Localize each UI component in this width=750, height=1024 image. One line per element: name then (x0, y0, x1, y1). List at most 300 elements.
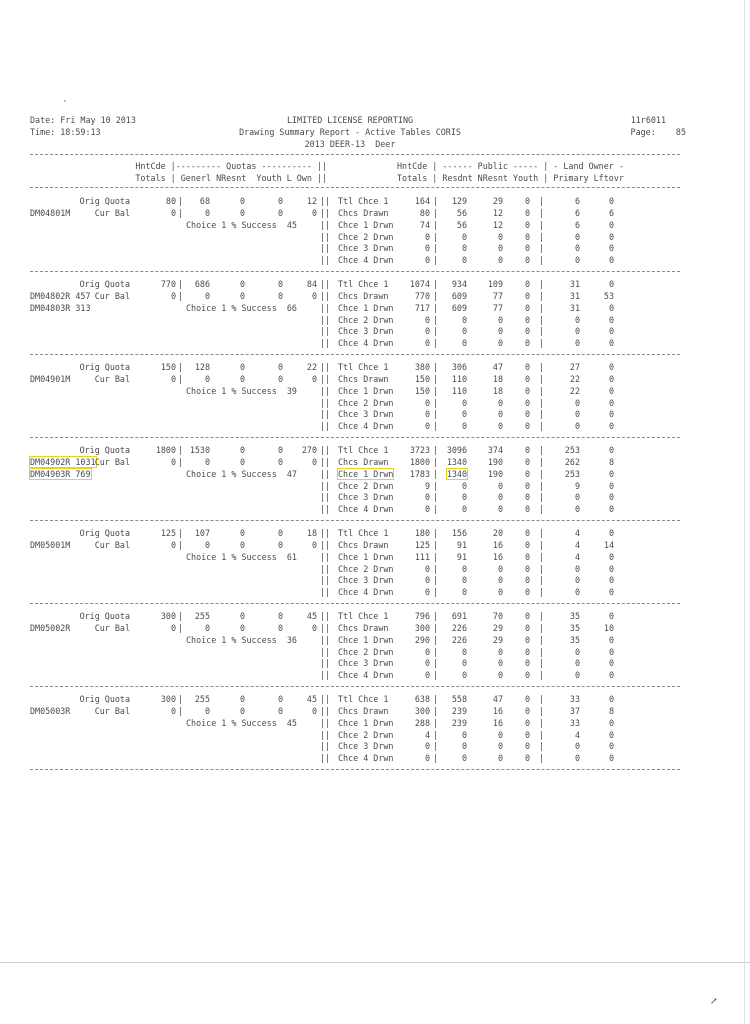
table-cell: 74 (419, 220, 430, 230)
cur-bal-value: 0 (170, 208, 176, 218)
table-cell: 0 (608, 730, 614, 740)
table-cell: 0 (497, 421, 503, 431)
separator: | (433, 623, 439, 633)
table-cell: 0 (461, 753, 467, 763)
separator: || (320, 504, 331, 514)
report-subtitle: Drawing Summary Report - Active Tables CORIS (239, 127, 461, 137)
column-header-left-1: HntCde |--------- Quotas ---------- || (135, 161, 327, 171)
table-cell: 180 (414, 528, 430, 538)
divider (30, 437, 680, 438)
separator: | (539, 338, 545, 348)
table-cell: 10 (603, 623, 614, 633)
table-cell: 0 (608, 504, 614, 514)
separator: | (539, 587, 545, 597)
table-cell: 0 (424, 338, 430, 348)
table-cell: 29 (492, 196, 503, 206)
table-cell: 29 (492, 635, 503, 645)
table-cell: 0 (461, 421, 467, 431)
orig-quota-label: Orig Quota (79, 528, 130, 538)
cur-bal-value: 0 (311, 457, 317, 467)
separator: | (433, 374, 439, 384)
hunt-code: DM04902R 1031 (30, 457, 96, 467)
table-cell: 0 (461, 504, 467, 514)
table-cell: 0 (424, 504, 430, 514)
choice-success-value: 45 (286, 718, 297, 728)
table-cell: 0 (524, 291, 530, 301)
row-label: Chcs Drawn (338, 291, 389, 301)
orig-quota-value: 300 (160, 611, 176, 621)
cur-bal-value: 0 (311, 623, 317, 633)
table-cell: 0 (497, 398, 503, 408)
table-cell: 0 (574, 504, 580, 514)
separator: || (320, 540, 331, 550)
table-cell: 0 (524, 232, 530, 242)
report-species: 2013 DEER-13 Deer (304, 139, 396, 149)
table-cell: 16 (492, 718, 503, 728)
table-cell: 253 (564, 469, 580, 479)
orig-quota-value: 270 (301, 445, 317, 455)
hunt-code: DM04802R 457 (30, 291, 91, 301)
table-cell: 29 (492, 623, 503, 633)
table-cell: 0 (497, 409, 503, 419)
orig-quota-value: 125 (160, 528, 176, 538)
table-cell: 0 (574, 255, 580, 265)
separator: | (433, 255, 439, 265)
separator: || (320, 326, 331, 336)
separator: | (433, 386, 439, 396)
table-cell: 0 (497, 338, 503, 348)
hunt-code: DM05001M (30, 540, 71, 550)
table-cell: 164 (414, 196, 430, 206)
row-label: Chce 2 Drwn (338, 564, 394, 574)
separator: | (539, 741, 545, 751)
separator: || (320, 374, 331, 384)
table-cell: 0 (574, 326, 580, 336)
table-cell: 190 (487, 469, 503, 479)
table-cell: 0 (574, 670, 580, 680)
table-cell: 0 (461, 575, 467, 585)
report-date: Date: Fri May 10 2013 (30, 115, 136, 125)
table-cell: 306 (451, 362, 467, 372)
separator: | (433, 564, 439, 574)
table-cell: 0 (524, 469, 530, 479)
table-cell: 0 (497, 492, 503, 502)
separator: | (178, 540, 184, 550)
separator: | (539, 564, 545, 574)
table-cell: 0 (524, 326, 530, 336)
choice-success-label: Choice 1 % Success (186, 718, 277, 728)
table-cell: 0 (424, 326, 430, 336)
separator: || (320, 303, 331, 313)
separator: | (539, 730, 545, 740)
separator: | (433, 398, 439, 408)
table-cell: 0 (524, 421, 530, 431)
table-cell: 1340 (446, 469, 467, 479)
table-cell: 0 (524, 670, 530, 680)
table-cell: 0 (424, 753, 430, 763)
table-cell: 190 (487, 457, 503, 467)
separator: | (539, 279, 545, 289)
table-cell: 300 (414, 706, 430, 716)
cur-bal-value: 0 (239, 540, 245, 550)
table-cell: 0 (461, 670, 467, 680)
cur-bal-value: 0 (277, 374, 283, 384)
orig-quota-value: 150 (160, 362, 176, 372)
table-cell: 609 (451, 303, 467, 313)
table-cell: 47 (492, 362, 503, 372)
table-cell: 262 (564, 457, 580, 467)
table-cell: 0 (524, 303, 530, 313)
divider (30, 187, 680, 188)
separator: | (433, 421, 439, 431)
separator: | (539, 457, 545, 467)
orig-quota-label: Orig Quota (79, 279, 130, 289)
cur-bal-value: 0 (239, 374, 245, 384)
divider (30, 686, 680, 687)
cur-bal-value: 0 (277, 623, 283, 633)
table-cell: 253 (564, 445, 580, 455)
choice-success-value: 47 (286, 469, 297, 479)
cur-bal-value: 0 (204, 540, 210, 550)
separator: | (539, 326, 545, 336)
cur-bal-value: 0 (277, 457, 283, 467)
table-cell: 0 (424, 398, 430, 408)
table-cell: 0 (461, 315, 467, 325)
divider (30, 520, 680, 521)
row-label: Chce 4 Drwn (338, 255, 394, 265)
table-cell: 77 (492, 303, 503, 313)
separator: | (539, 469, 545, 479)
row-label: Ttl Chce 1 (338, 694, 389, 704)
choice-success-label: Choice 1 % Success (186, 303, 277, 313)
orig-quota-value: 0 (239, 279, 245, 289)
separator: | (539, 504, 545, 514)
separator: | (433, 647, 439, 657)
choice-success-value: 36 (286, 635, 297, 645)
table-cell: 0 (608, 481, 614, 491)
table-cell: 0 (608, 338, 614, 348)
separator: | (433, 243, 439, 253)
table-cell: 380 (414, 362, 430, 372)
table-cell: 6 (574, 208, 580, 218)
pen-mark: ↗ (710, 997, 718, 1007)
row-label: Chce 2 Drwn (338, 398, 394, 408)
separator: | (433, 670, 439, 680)
table-cell: 0 (574, 421, 580, 431)
table-cell: 0 (461, 398, 467, 408)
table-cell: 150 (414, 386, 430, 396)
table-cell: 4 (574, 730, 580, 740)
table-cell: 3723 (409, 445, 430, 455)
table-cell: 0 (574, 492, 580, 502)
separator: || (320, 635, 331, 645)
table-cell: 0 (424, 658, 430, 668)
separator: || (320, 409, 331, 419)
row-label: Chce 3 Drwn (338, 741, 394, 751)
row-label: Chce 3 Drwn (338, 492, 394, 502)
table-cell: 0 (461, 232, 467, 242)
row-label: Chce 1 Drwn (338, 386, 394, 396)
table-cell: 609 (451, 291, 467, 301)
table-cell: 125 (414, 540, 430, 550)
divider (30, 271, 680, 272)
separator: | (539, 315, 545, 325)
table-cell: 0 (497, 587, 503, 597)
separator: | (539, 409, 545, 419)
table-cell: 0 (608, 694, 614, 704)
table-cell: 0 (524, 457, 530, 467)
separator: | (539, 658, 545, 668)
row-label: Chce 3 Drwn (338, 243, 394, 253)
table-cell: 0 (608, 528, 614, 538)
separator: | (539, 398, 545, 408)
table-cell: 0 (497, 658, 503, 668)
table-cell: 0 (497, 255, 503, 265)
separator: | (433, 575, 439, 585)
table-cell: 0 (524, 338, 530, 348)
separator: | (178, 208, 184, 218)
separator: || (320, 469, 331, 479)
orig-quota-value: 107 (194, 528, 210, 538)
table-cell: 1074 (409, 279, 430, 289)
table-cell: 0 (608, 635, 614, 645)
table-cell: 0 (608, 670, 614, 680)
separator: | (433, 706, 439, 716)
separator: | (433, 528, 439, 538)
table-cell: 0 (574, 587, 580, 597)
cur-bal-value: 0 (239, 208, 245, 218)
separator: | (433, 741, 439, 751)
cur-bal-value: 0 (311, 374, 317, 384)
table-cell: 80 (419, 208, 430, 218)
orig-quota-value: 0 (277, 362, 283, 372)
orig-quota-value: 255 (194, 611, 210, 621)
table-cell: 934 (451, 279, 467, 289)
orig-quota-value: 0 (277, 279, 283, 289)
column-header-left-2: Totals | Generl NResnt Youth L Own || (135, 173, 327, 183)
table-cell: 16 (492, 552, 503, 562)
table-cell: 0 (524, 279, 530, 289)
table-cell: 0 (524, 611, 530, 621)
separator: | (539, 232, 545, 242)
table-cell: 0 (608, 741, 614, 751)
row-label: Ttl Chce 1 (338, 611, 389, 621)
orig-quota-value: 0 (239, 196, 245, 206)
cur-bal-value: 0 (311, 291, 317, 301)
table-cell: 0 (524, 208, 530, 218)
separator: || (320, 658, 331, 668)
table-cell: 0 (524, 315, 530, 325)
choice-success-label: Choice 1 % Success (186, 220, 277, 230)
separator: | (539, 670, 545, 680)
row-label: Chce 3 Drwn (338, 575, 394, 585)
cur-bal-value: 0 (204, 291, 210, 301)
table-cell: 0 (608, 445, 614, 455)
separator: | (433, 232, 439, 242)
table-cell: 20 (492, 528, 503, 538)
orig-quota-value: 80 (165, 196, 176, 206)
table-cell: 14 (603, 540, 614, 550)
row-label: Chce 2 Drwn (338, 481, 394, 491)
separator: | (433, 291, 439, 301)
row-label: Chce 1 Drwn (338, 469, 394, 479)
table-cell: 0 (524, 587, 530, 597)
scan-speck (64, 100, 66, 102)
orig-quota-value: 0 (277, 196, 283, 206)
divider (30, 769, 680, 770)
table-cell: 8 (608, 457, 614, 467)
cur-bal-label: Cur Bal (94, 706, 130, 716)
table-cell: 6 (574, 220, 580, 230)
separator: || (320, 611, 331, 621)
table-cell: 0 (424, 564, 430, 574)
separator: || (320, 398, 331, 408)
table-cell: 0 (608, 255, 614, 265)
table-cell: 0 (524, 552, 530, 562)
separator: || (320, 730, 331, 740)
orig-quota-value: 1800 (155, 445, 176, 455)
separator: || (320, 481, 331, 491)
column-header-right-2: Totals | Resdnt NResnt Youth | Primary Lftovr (397, 173, 624, 183)
table-cell: 0 (461, 741, 467, 751)
cur-bal-value: 0 (239, 706, 245, 716)
table-cell: 0 (524, 694, 530, 704)
orig-quota-value: 1530 (189, 445, 210, 455)
separator: || (320, 623, 331, 633)
row-label: Chce 2 Drwn (338, 315, 394, 325)
table-cell: 110 (451, 374, 467, 384)
separator: | (178, 706, 184, 716)
cur-bal-value: 0 (170, 291, 176, 301)
orig-quota-value: 12 (306, 196, 317, 206)
table-cell: 16 (492, 540, 503, 550)
table-cell: 0 (524, 564, 530, 574)
table-cell: 31 (569, 291, 580, 301)
table-cell: 0 (461, 243, 467, 253)
separator: || (320, 718, 331, 728)
orig-quota-label: Orig Quota (79, 196, 130, 206)
cur-bal-value: 0 (311, 208, 317, 218)
row-label: Chce 4 Drwn (338, 504, 394, 514)
table-cell: 4 (574, 552, 580, 562)
orig-quota-value: 0 (277, 445, 283, 455)
table-cell: 638 (414, 694, 430, 704)
table-cell: 0 (424, 421, 430, 431)
table-cell: 0 (574, 753, 580, 763)
table-cell: 0 (524, 196, 530, 206)
separator: || (320, 279, 331, 289)
separator: | (433, 540, 439, 550)
separator: | (539, 753, 545, 763)
separator: | (539, 208, 545, 218)
choice-success-value: 39 (286, 386, 297, 396)
table-cell: 77 (492, 291, 503, 301)
table-cell: 0 (608, 303, 614, 313)
separator: | (178, 528, 184, 538)
row-label: Chce 3 Drwn (338, 409, 394, 419)
choice-success-label: Choice 1 % Success (186, 386, 277, 396)
table-cell: 91 (456, 540, 467, 550)
cur-bal-value: 0 (311, 540, 317, 550)
table-cell: 0 (497, 647, 503, 657)
separator: || (320, 232, 331, 242)
separator: | (433, 445, 439, 455)
table-cell: 0 (524, 635, 530, 645)
separator: | (433, 492, 439, 502)
separator: | (539, 374, 545, 384)
table-cell: 0 (424, 647, 430, 657)
table-cell: 0 (608, 315, 614, 325)
row-label: Ttl Chce 1 (338, 196, 389, 206)
table-cell: 6 (574, 196, 580, 206)
separator: | (433, 587, 439, 597)
row-label: Chce 2 Drwn (338, 730, 394, 740)
orig-quota-value: 68 (199, 196, 210, 206)
row-label: Chce 3 Drwn (338, 658, 394, 668)
separator: | (178, 623, 184, 633)
table-cell: 0 (424, 255, 430, 265)
orig-quota-label: Orig Quota (79, 362, 130, 372)
table-cell: 0 (574, 338, 580, 348)
table-cell: 0 (524, 398, 530, 408)
table-cell: 22 (569, 374, 580, 384)
table-cell: 0 (608, 243, 614, 253)
table-cell: 0 (461, 409, 467, 419)
separator: | (178, 291, 184, 301)
separator: | (178, 445, 184, 455)
separator: | (539, 528, 545, 538)
cur-bal-label: Cur Bal (94, 457, 130, 467)
separator: || (320, 552, 331, 562)
separator: || (320, 457, 331, 467)
row-label: Chce 1 Drwn (338, 303, 394, 313)
orig-quota-value: 770 (160, 279, 176, 289)
table-cell: 0 (524, 445, 530, 455)
orig-quota-value: 45 (306, 611, 317, 621)
cur-bal-label: Cur Bal (94, 291, 130, 301)
separator: | (539, 694, 545, 704)
table-cell: 0 (608, 409, 614, 419)
table-cell: 0 (524, 528, 530, 538)
table-cell: 300 (414, 623, 430, 633)
hunt-code: DM05003R (30, 706, 71, 716)
orig-quota-value: 84 (306, 279, 317, 289)
row-label: Chce 2 Drwn (338, 232, 394, 242)
table-cell: 0 (524, 706, 530, 716)
separator: | (433, 469, 439, 479)
orig-quota-value: 0 (239, 362, 245, 372)
table-cell: 0 (497, 315, 503, 325)
table-cell: 0 (608, 647, 614, 657)
row-label: Ttl Chce 1 (338, 528, 389, 538)
separator: | (539, 623, 545, 633)
choice-success-label: Choice 1 % Success (186, 552, 277, 562)
separator: | (433, 718, 439, 728)
table-cell: 0 (497, 741, 503, 751)
table-cell: 0 (424, 587, 430, 597)
row-label: Chce 1 Drwn (338, 718, 394, 728)
cur-bal-label: Cur Bal (94, 623, 130, 633)
separator: | (539, 196, 545, 206)
separator: | (539, 611, 545, 621)
separator: | (433, 326, 439, 336)
cur-bal-label: Cur Bal (94, 208, 130, 218)
divider (30, 354, 680, 355)
row-label: Chce 4 Drwn (338, 587, 394, 597)
separator: | (178, 279, 184, 289)
table-cell: 0 (524, 718, 530, 728)
table-cell: 0 (497, 575, 503, 585)
